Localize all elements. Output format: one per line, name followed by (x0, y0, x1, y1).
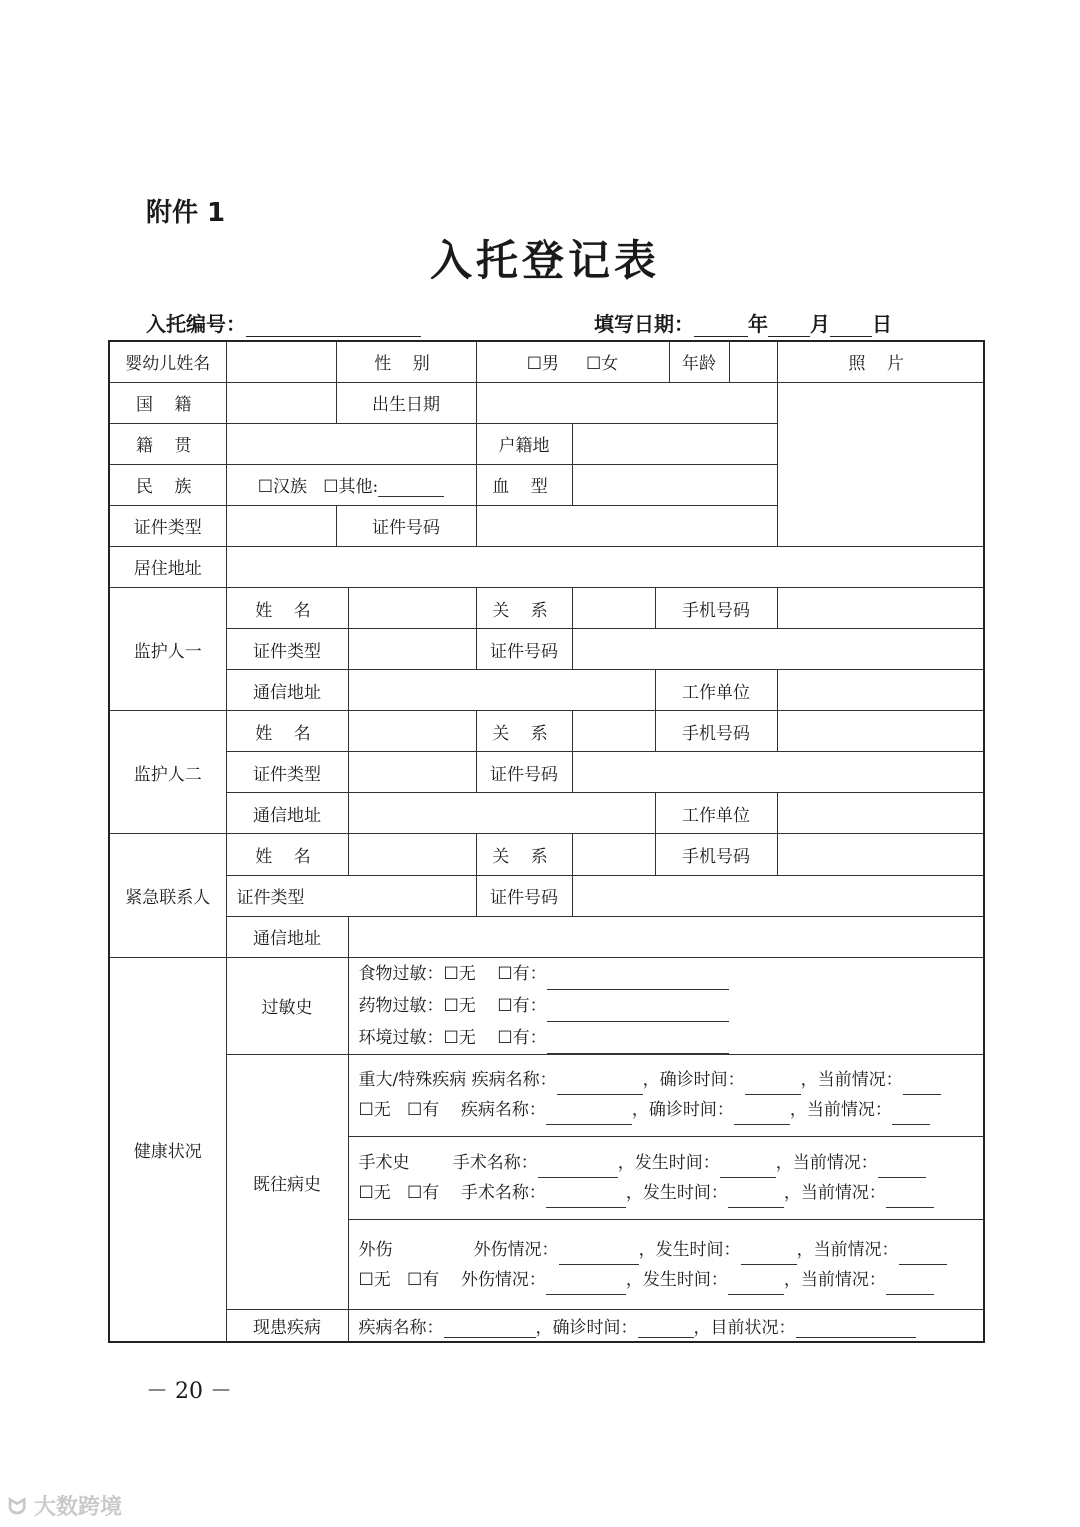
major-disease-row-1 (359, 1065, 984, 1095)
env-allergy-has-checkbox[interactable]: ☐有： (497, 1027, 547, 1048)
surgery-name-field[interactable] (538, 1160, 618, 1178)
guardian2-relation-field[interactable] (572, 711, 655, 752)
major-disease-row-2 (359, 1095, 984, 1125)
occur-time-field[interactable] (720, 1160, 776, 1178)
food-allergy-label: 食物过敏： (358, 963, 444, 984)
drug-allergy-row (359, 990, 984, 1022)
emergency-contact-label: 紧急联系人 (109, 834, 226, 957)
occur-time-label: 发生时间： (642, 1269, 728, 1290)
watermark-icon: ᗢ (8, 1495, 27, 1520)
ethnicity-label: 民 族 (109, 464, 226, 505)
age-label: 年龄 (669, 341, 729, 382)
disease-name-label: 疾病名称： (471, 1070, 557, 1091)
occur-time-label: 发生时间： (655, 1239, 741, 1260)
birth-date-label: 出生日期 (336, 382, 476, 423)
guardian2-name-field[interactable] (348, 711, 476, 752)
guardian1-work-field[interactable] (777, 670, 984, 711)
child-name-field[interactable] (226, 341, 336, 382)
guardian2-id-number-label: 证件号码 (476, 752, 572, 793)
drug-allergy-field[interactable] (547, 1004, 729, 1022)
child-name-label: 婴幼儿姓名 (109, 341, 226, 382)
guardian2-name-label: 姓 名 (226, 711, 348, 752)
past-history-label: 既往病史 (226, 1054, 348, 1309)
drug-allergy-has-checkbox[interactable]: ☐有： (497, 995, 547, 1016)
diagnosis-time-field[interactable] (638, 1320, 694, 1338)
disease-name-label: 疾病名称： (460, 1100, 546, 1121)
registration-number-label: 入托编号： (146, 312, 246, 336)
registration-number-field[interactable] (246, 314, 421, 337)
injury-row-1 (359, 1235, 984, 1265)
birth-date-field[interactable] (476, 382, 777, 423)
other-ethnicity-checkbox[interactable]: ☐其他: (323, 477, 379, 498)
current-status-field[interactable] (886, 1277, 934, 1295)
current-status-label: 当前情况： (806, 1100, 892, 1121)
guardian1-id-type-label: 证件类型 (226, 629, 348, 670)
guardian1-work-label: 工作单位 (655, 670, 777, 711)
guardian2-mobile-field[interactable] (777, 711, 984, 752)
surgery-row-2 (359, 1178, 984, 1208)
male-checkbox[interactable]: ☐男 (526, 354, 559, 375)
emergency-id-type-label: 证件类型 (226, 875, 476, 916)
occur-time-field[interactable] (728, 1277, 784, 1295)
current-status-field[interactable] (899, 1247, 947, 1265)
registration-number (146, 308, 421, 337)
comma: ， (625, 1183, 643, 1204)
current-status-label: 当前情况： (792, 1153, 878, 1174)
emergency-address-label: 通信地址 (226, 916, 348, 957)
watermark (8, 1490, 122, 1521)
surgery-name-label: 手术名称： (460, 1183, 546, 1204)
year-field[interactable] (694, 314, 748, 337)
household-reg-label: 户籍地 (476, 423, 572, 464)
env-allergy-field[interactable] (547, 1036, 729, 1054)
blood-type-field[interactable] (572, 464, 777, 505)
occur-time-field[interactable] (728, 1190, 784, 1208)
drug-allergy-label: 药物过敏： (358, 995, 444, 1016)
surgery-none-checkbox[interactable]: ☐无 (358, 1183, 391, 1204)
registration-form (108, 340, 985, 1343)
food-allergy-none-checkbox[interactable]: ☐无 (443, 963, 476, 984)
allergy-section (348, 957, 984, 1054)
page-number: － 20 － (146, 1379, 232, 1404)
current-disease-section (348, 1310, 984, 1342)
current-status-field[interactable] (903, 1077, 941, 1095)
guardian2-id-type-label: 证件类型 (226, 752, 348, 793)
guardian1-id-type-field[interactable] (348, 629, 476, 670)
emergency-mobile-field[interactable] (777, 834, 984, 875)
emergency-mobile-label: 手机号码 (655, 834, 777, 875)
food-allergy-field[interactable] (547, 972, 729, 990)
current-disease-label: 现患疾病 (226, 1310, 348, 1342)
comma: ， (775, 1153, 793, 1174)
surgery-row-1 (359, 1148, 984, 1178)
emergency-name-label: 姓 名 (226, 834, 348, 875)
current-status-label: 当前情况： (800, 1183, 886, 1204)
guardian2-relation-label: 关 系 (476, 711, 572, 752)
guardian2-work-field[interactable] (777, 793, 984, 834)
major-disease-has-checkbox[interactable]: ☐有 (406, 1100, 440, 1121)
env-allergy-label: 环境过敏： (358, 1027, 444, 1048)
comma: ， (617, 1153, 635, 1174)
guardian1-id-number-field[interactable] (572, 629, 984, 670)
child-id-number-label: 证件号码 (336, 505, 476, 546)
diagnosis-time-field[interactable] (745, 1077, 801, 1095)
emergency-id-number-field[interactable] (572, 875, 984, 916)
ethnicity-options[interactable] (226, 464, 476, 505)
guardian2-work-label: 工作单位 (655, 793, 777, 834)
current-status-field[interactable] (878, 1160, 926, 1178)
native-place-label: 籍 贯 (109, 423, 226, 464)
native-place-field[interactable] (226, 423, 476, 464)
comma: ， (535, 1318, 553, 1339)
injury-status-label: 外伤情况： (460, 1269, 546, 1290)
age-field[interactable] (729, 341, 777, 382)
attachment-label: 附件 1 (146, 198, 226, 228)
comma: ， (789, 1100, 807, 1121)
child-id-number-field[interactable] (476, 505, 777, 546)
present-status-label: 目前状况： (710, 1318, 796, 1339)
nationality-field[interactable] (226, 382, 336, 423)
emergency-relation-field[interactable] (572, 834, 655, 875)
surgery-name-label: 手术名称： (452, 1153, 538, 1174)
current-status-label: 当前情况： (813, 1239, 899, 1260)
month-field[interactable] (768, 314, 810, 337)
disease-name-field[interactable] (444, 1320, 536, 1338)
guardian2-label: 监护人二 (109, 711, 226, 834)
nationality-label: 国 籍 (109, 382, 226, 423)
year-label: 年 (748, 312, 768, 336)
comma: ， (796, 1239, 814, 1260)
food-allergy-row (359, 958, 984, 990)
fill-date-label: 填写日期： (594, 312, 694, 336)
occur-time-label: 发生时间： (634, 1153, 720, 1174)
surgery-section (348, 1137, 984, 1220)
child-id-type-label: 证件类型 (109, 505, 226, 546)
guardian2-id-type-field[interactable] (348, 752, 476, 793)
guardian2-id-number-field[interactable] (572, 752, 984, 793)
emergency-relation-label: 关 系 (476, 834, 572, 875)
guardian1-mobile-field[interactable] (777, 587, 984, 628)
health-status-label: 健康状况 (109, 957, 226, 1342)
gender-options[interactable] (476, 341, 669, 382)
present-status-field[interactable] (796, 1320, 916, 1338)
diagnosis-time-label: 确诊时间： (659, 1070, 745, 1091)
month-label: 月 (810, 312, 830, 336)
guardian2-mobile-label: 手机号码 (655, 711, 777, 752)
injury-has-checkbox[interactable]: ☐有 (406, 1269, 440, 1290)
guardian2-address-label: 通信地址 (226, 793, 348, 834)
emergency-id-number-label: 证件号码 (476, 875, 572, 916)
surgery-has-checkbox[interactable]: ☐有 (406, 1183, 440, 1204)
day-field[interactable] (830, 314, 872, 337)
female-checkbox[interactable]: ☐女 (586, 354, 619, 375)
comma: ， (625, 1269, 643, 1290)
current-status-label: 当前情况： (800, 1269, 886, 1290)
surgery-name-field[interactable] (546, 1190, 626, 1208)
current-status-label: 当前情况： (817, 1070, 903, 1091)
diagnosis-time-label: 确诊时间： (648, 1100, 734, 1121)
watermark-text: 大数跨境 (33, 1495, 122, 1520)
guardian1-name-label: 姓 名 (226, 587, 348, 628)
gender-label: 性 别 (336, 341, 476, 382)
allergy-history-label: 过敏史 (226, 957, 348, 1054)
current-status-field[interactable] (892, 1107, 930, 1125)
injury-none-checkbox[interactable]: ☐无 (358, 1269, 391, 1290)
han-checkbox[interactable]: ☐汉族 (257, 477, 308, 498)
injury-label: 外伤 (358, 1239, 393, 1260)
disease-name-field[interactable] (557, 1077, 643, 1095)
form-title: 入托登记表 (429, 236, 660, 285)
guardian1-address-label: 通信地址 (226, 670, 348, 711)
occur-time-label: 发生时间： (642, 1183, 728, 1204)
disease-name-field[interactable] (546, 1107, 632, 1125)
comma: ， (642, 1070, 660, 1091)
guardian1-relation-label: 关 系 (476, 587, 572, 628)
guardian1-address-field[interactable] (348, 670, 655, 711)
household-reg-field[interactable] (572, 423, 777, 464)
injury-status-field[interactable] (546, 1277, 626, 1295)
guardian1-label: 监护人一 (109, 587, 226, 710)
day-label: 日 (872, 312, 892, 336)
photo-label: 照 片 (777, 341, 984, 382)
injury-row-2 (359, 1265, 984, 1295)
diagnosis-time-label: 确诊时间： (552, 1318, 638, 1339)
injury-section (348, 1220, 984, 1310)
surgery-label: 手术史 (358, 1153, 410, 1174)
disease-name-label: 疾病名称： (358, 1318, 444, 1339)
guardian1-relation-field[interactable] (572, 587, 655, 628)
child-id-type-field[interactable] (226, 505, 336, 546)
comma: ， (783, 1269, 801, 1290)
guardian1-mobile-label: 手机号码 (655, 587, 777, 628)
occur-time-field[interactable] (741, 1247, 797, 1265)
comma: ， (800, 1070, 818, 1091)
major-disease-label: 重大/特殊疾病 (358, 1070, 467, 1091)
address-field[interactable] (226, 546, 984, 587)
emergency-name-field[interactable] (348, 834, 476, 875)
fill-date (594, 308, 892, 337)
major-disease-none-checkbox[interactable]: ☐无 (358, 1100, 391, 1121)
diagnosis-time-field[interactable] (734, 1107, 790, 1125)
env-allergy-none-checkbox[interactable]: ☐无 (443, 1027, 476, 1048)
comma: ， (631, 1100, 649, 1121)
emergency-address-field[interactable] (348, 916, 984, 957)
guardian1-name-field[interactable] (348, 587, 476, 628)
drug-allergy-none-checkbox[interactable]: ☐无 (443, 995, 476, 1016)
injury-status-field[interactable] (559, 1247, 639, 1265)
comma: ， (783, 1183, 801, 1204)
guardian1-id-number-label: 证件号码 (476, 629, 572, 670)
comma: ， (693, 1318, 711, 1339)
blood-type-label: 血 型 (476, 464, 572, 505)
comma: ， (638, 1239, 656, 1260)
guardian2-address-field[interactable] (348, 793, 655, 834)
injury-status-label: 外伤情况： (473, 1239, 559, 1260)
address-label: 居住地址 (109, 546, 226, 587)
current-status-field[interactable] (886, 1190, 934, 1208)
env-allergy-row (359, 1022, 984, 1054)
photo-area[interactable] (777, 382, 984, 546)
other-ethnicity-field[interactable] (378, 479, 444, 497)
major-disease-section (348, 1054, 984, 1136)
food-allergy-has-checkbox[interactable]: ☐有： (497, 963, 547, 984)
